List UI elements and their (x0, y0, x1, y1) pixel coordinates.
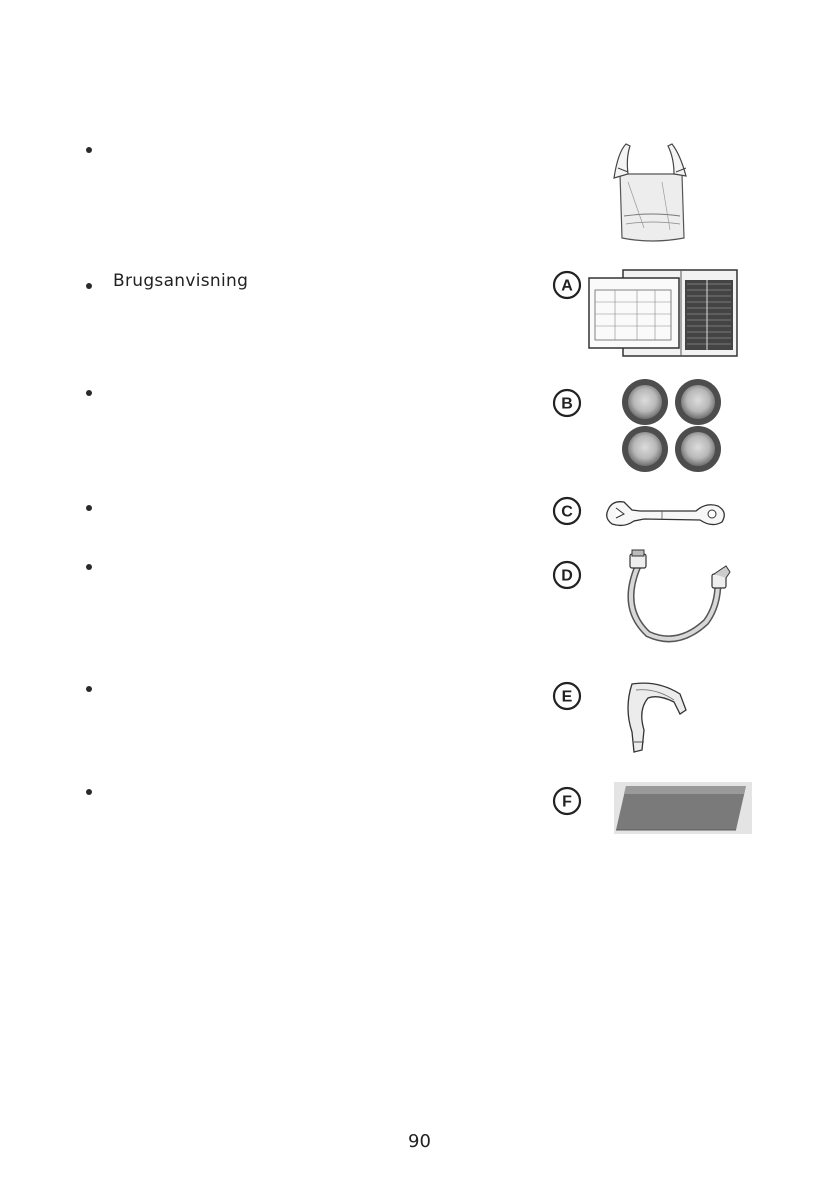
bullet (86, 564, 92, 570)
plastic-bag-icon (604, 138, 696, 246)
panel-sheet-icon (612, 780, 754, 836)
user-manual-icon (587, 268, 739, 358)
hose-guide-icon (622, 680, 692, 756)
bullet (86, 505, 92, 511)
plug (675, 426, 721, 472)
letter-f: F (562, 793, 572, 811)
bullet (86, 390, 92, 396)
spanner-icon (604, 498, 730, 530)
bullet (86, 147, 92, 153)
inlet-hose-icon (618, 548, 736, 646)
letter-b: B (561, 395, 573, 413)
letter-a-badge (552, 270, 582, 300)
plug (622, 379, 668, 425)
bullet (86, 789, 92, 795)
letter-c: C (561, 503, 573, 521)
letter-c-badge (552, 496, 582, 526)
letter-e: E (561, 688, 573, 706)
letter-b-badge (552, 388, 582, 418)
plug (622, 426, 668, 472)
bullet (86, 283, 92, 289)
letter-a: A (561, 277, 573, 295)
bullet (86, 686, 92, 692)
letter-d: D (561, 567, 573, 585)
item-text-manual: Brugsanvisning (113, 271, 249, 291)
letter-d-badge (552, 560, 582, 590)
letter-f-badge (552, 786, 582, 816)
page-number: 90 (408, 1131, 431, 1152)
letter-e-badge (552, 681, 582, 711)
plugs-icon (620, 378, 724, 474)
plug (675, 379, 721, 425)
